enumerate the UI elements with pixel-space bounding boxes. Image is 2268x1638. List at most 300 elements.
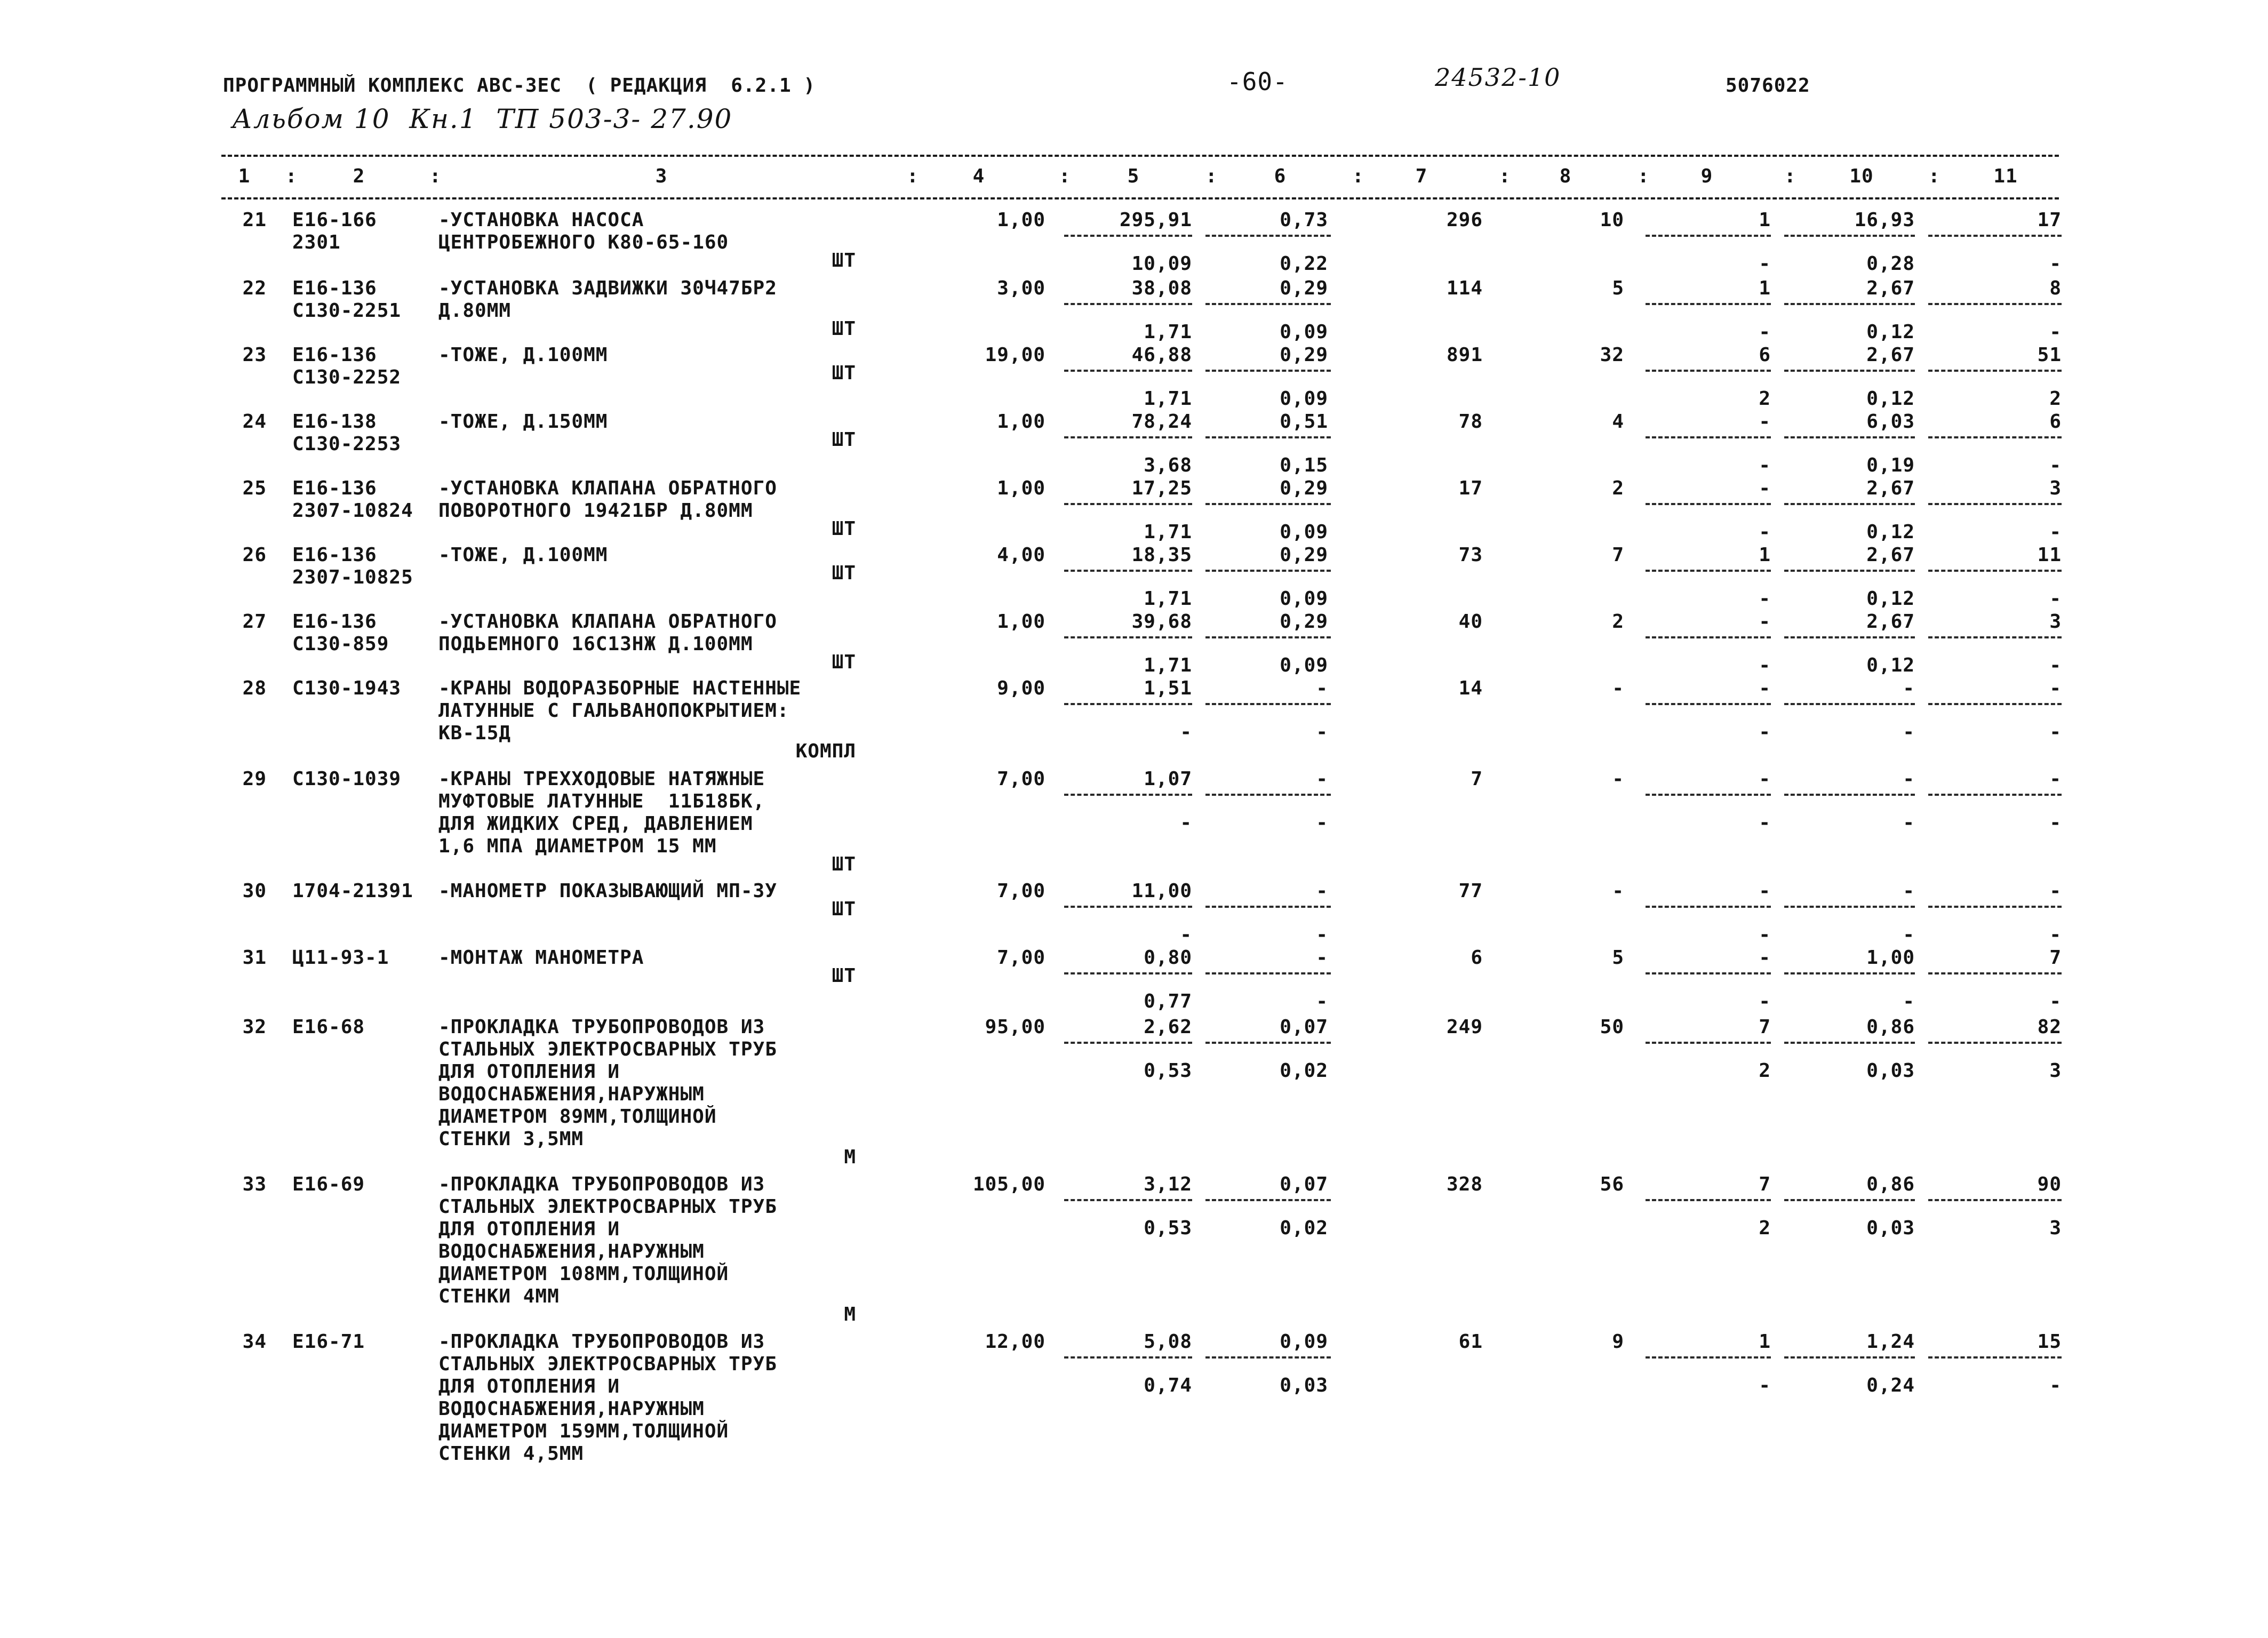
cell-divider [1064,972,1192,974]
row-description: ДИАМЕТРОМ 108ММ,ТОЛЩИНОЙ [438,1263,729,1285]
row-description: -КРАНЫ ВОДОРАЗБОРНЫЕ НАСТЕННЫЕ [438,677,802,699]
row-cell-c5: 39,68 [1131,611,1192,633]
album-note: Альбом 10 Кн.1 ТП 503-3- 27.90 [232,103,733,134]
cell-divider [1205,906,1331,908]
row-cell-c11: 15 [2037,1331,2062,1353]
row-cell-c8: 4 [1612,411,1624,433]
row-cell-c7: 78 [1458,411,1483,433]
row-cell-c5: 11,00 [1131,880,1192,902]
document-code: 24532-10 [1435,63,1561,92]
row-number: 31 [242,947,267,969]
row-cell-c10: 6,03 [1866,411,1915,433]
column-number: 10 [1849,165,1874,187]
document-id: 5076022 [1726,75,1810,97]
row-code: Е16-136 [292,344,377,366]
row-cell-c7: 114 [1446,277,1483,299]
cell-divider [1205,1199,1331,1201]
cell-divider [1064,503,1192,505]
row-quantity: 7,00 [997,880,1045,902]
row-cell-c10-sub: - [1903,812,1915,834]
column-number: 8 [1559,165,1572,187]
row-cell-c11: 90 [2037,1173,2062,1195]
row-cell-c7: 891 [1446,344,1483,366]
row-cell-c9: - [1759,880,1771,902]
row-cell-c9: - [1759,411,1771,433]
row-cell-c5-sub: 3,68 [1144,454,1192,476]
row-code: С130-2253 [292,433,402,455]
row-cell-c11: 51 [2037,344,2062,366]
row-cell-c9-sub: 2 [1759,1217,1771,1239]
page-number: -60- [1227,67,1288,96]
row-cell-c10-sub: 0,19 [1866,454,1915,476]
row-cell-c6: - [1316,677,1328,699]
row-cell-c9-sub: - [1759,654,1771,676]
row-cell-c8: 56 [1600,1173,1624,1195]
row-quantity: 7,00 [997,947,1045,969]
row-cell-c11-sub: 2 [2049,388,2062,410]
row-cell-c8: - [1612,768,1624,790]
column-separator: : [1638,165,1650,187]
row-number: 33 [242,1173,267,1195]
row-cell-c6: 0,29 [1280,277,1328,299]
cell-divider [1928,703,2062,705]
row-description: -ТОЖЕ, Д.100ММ [438,344,608,366]
row-cell-c6: 0,29 [1280,611,1328,633]
row-cell-c5-sub: - [1180,721,1192,743]
row-cell-c7: 77 [1458,880,1483,902]
cell-divider [1646,570,1771,572]
cell-divider [1064,1356,1192,1359]
row-description: ЦЕНТРОБЕЖНОГО К80-65-160 [438,231,729,253]
column-number: 4 [972,165,985,187]
row-code: Е16-69 [292,1173,365,1195]
row-quantity: 1,00 [997,477,1045,499]
program-header: ПРОГРАММНЫЙ КОМПЛЕКС АВС-3ЕС ( РЕДАКЦИЯ 6.2.1 ) [223,75,816,97]
row-cell-c10-sub: 0,28 [1866,253,1915,275]
row-description: -МАНОМЕТР ПОКАЗЫВАЮЩИЙ МП-3У [438,880,777,902]
row-cell-c6: - [1316,880,1328,902]
cell-divider [1646,794,1771,796]
row-cell-c6: 0,09 [1280,1331,1328,1353]
cell-divider [1784,436,1915,438]
column-number: 11 [1993,165,2018,187]
column-number: 1 [238,165,251,187]
column-separator: : [1928,165,1940,187]
row-code: Ц11-93-1 [292,947,389,969]
cell-divider [1205,794,1331,796]
row-code: Е16-136 [292,477,377,499]
row-quantity: 4,00 [997,544,1045,566]
row-cell-c7: 6 [1471,947,1483,969]
row-cell-c6: 0,07 [1280,1173,1328,1195]
row-cell-c11-sub: - [2049,253,2062,275]
row-cell-c6-sub: 0,15 [1280,454,1328,476]
row-cell-c6-sub: - [1316,990,1328,1012]
cell-divider [1928,636,2062,638]
row-code: С130-2251 [292,300,402,322]
row-description: -УСТАНОВКА КЛАПАНА ОБРАТНОГО [438,477,777,499]
row-cell-c8: 50 [1600,1016,1624,1038]
cell-divider [1646,1356,1771,1359]
row-cell-c6: 0,29 [1280,344,1328,366]
cell-divider [1784,1356,1915,1359]
row-cell-c9: 6 [1759,344,1771,366]
row-cell-c7: 296 [1446,209,1483,231]
row-description: ПОДЬЕМНОГО 16С13НЖ Д.100ММ [438,633,753,655]
cell-divider [1064,370,1192,372]
row-cell-c6-sub: 0,09 [1280,321,1328,343]
row-cell-c11: 3 [2049,611,2062,633]
cell-divider [1064,906,1192,908]
row-cell-c9: 1 [1759,544,1771,566]
row-description: ВОДОСНАБЖЕНИЯ,НАРУЖНЫМ [438,1398,705,1420]
row-cell-c9: 1 [1759,1331,1771,1353]
row-number: 26 [242,544,267,566]
cell-divider [1784,503,1915,505]
row-description: -ТОЖЕ, Д.150ММ [438,411,608,433]
row-cell-c6: 0,29 [1280,477,1328,499]
row-cell-c8: 7 [1612,544,1624,566]
row-cell-c10: 2,67 [1866,544,1915,566]
row-cell-c5-sub: 1,71 [1144,654,1192,676]
row-cell-c8: 2 [1612,611,1624,633]
row-cell-c10: 2,67 [1866,344,1915,366]
row-cell-c9-sub: 2 [1759,388,1771,410]
cell-divider [1784,906,1915,908]
row-code: Е16-138 [292,411,377,433]
row-cell-c10-sub: 0,12 [1866,654,1915,676]
row-cell-c6-sub: 0,09 [1280,654,1328,676]
row-code: Е16-71 [292,1331,365,1353]
row-number: 21 [242,209,267,231]
row-unit: ШТ [832,250,856,271]
row-cell-c5: 0,80 [1144,947,1192,969]
cell-divider [1784,235,1915,237]
cell-divider [1928,570,2062,572]
cell-divider [1205,503,1331,505]
row-description: -УСТАНОВКА КЛАПАНА ОБРАТНОГО [438,611,777,633]
row-cell-c5: 1,07 [1144,768,1192,790]
row-quantity: 105,00 [972,1173,1045,1195]
row-description: СТЕНКИ 4,5ММ [438,1443,584,1465]
cell-divider [1646,503,1771,505]
row-cell-c6: - [1316,947,1328,969]
row-cell-c6-sub: - [1316,812,1328,834]
column-number: 2 [353,165,365,187]
row-cell-c10: 0,86 [1866,1016,1915,1038]
row-cell-c9: - [1759,611,1771,633]
cell-divider [1205,1356,1331,1359]
cell-divider [1205,972,1331,974]
row-cell-c10-sub: 0,03 [1866,1060,1915,1082]
row-description: СТАЛЬНЫХ ЭЛЕКТРОСВАРНЫХ ТРУБ [438,1353,777,1375]
row-quantity: 7,00 [997,768,1045,790]
row-quantity: 1,00 [997,209,1045,231]
row-cell-c11-sub: - [2049,588,2062,610]
row-cell-c8: - [1612,677,1624,699]
row-cell-c5: 5,08 [1144,1331,1192,1353]
row-cell-c11-sub: - [2049,654,2062,676]
row-cell-c10: - [1903,880,1915,902]
row-cell-c11: 11 [2037,544,2062,566]
row-cell-c8: - [1612,880,1624,902]
row-cell-c7: 14 [1458,677,1483,699]
row-cell-c5-sub: 10,09 [1131,253,1192,275]
row-cell-c5-sub: 0,77 [1144,990,1192,1012]
row-cell-c7: 7 [1471,768,1483,790]
row-cell-c6-sub: 0,03 [1280,1375,1328,1396]
row-cell-c5-sub: - [1180,812,1192,834]
row-cell-c6-sub: 0,09 [1280,388,1328,410]
row-unit: ШТ [832,562,856,584]
cell-divider [1928,303,2062,305]
row-cell-c5-sub: 0,53 [1144,1060,1192,1082]
row-number: 28 [242,677,267,699]
row-description: МУФТОВЫЕ ЛАТУННЫЕ 11Б18БК, [438,790,765,812]
row-code: Е16-136 [292,611,377,633]
row-code: Е16-166 [292,209,377,231]
row-description: ДЛЯ ОТОПЛЕНИЯ И [438,1061,620,1083]
row-unit: М [844,1304,856,1325]
row-cell-c10-sub: 0,03 [1866,1217,1915,1239]
cell-divider [1928,370,2062,372]
cell-divider [1646,703,1771,705]
row-cell-c6-sub: - [1316,721,1328,743]
cell-divider [1205,303,1331,305]
row-cell-c9: 7 [1759,1173,1771,1195]
row-number: 32 [242,1016,267,1038]
row-description: КВ-15Д [438,722,512,744]
row-cell-c5: 38,08 [1131,277,1192,299]
row-cell-c10-sub: - [1903,721,1915,743]
row-cell-c10: - [1903,768,1915,790]
cell-divider [1205,370,1331,372]
cell-divider [1646,303,1771,305]
row-cell-c5: 3,12 [1144,1173,1192,1195]
row-number: 24 [242,411,267,433]
row-quantity: 95,00 [985,1016,1045,1038]
column-separator: : [1784,165,1796,187]
cell-divider [1784,794,1915,796]
row-cell-c7: 40 [1458,611,1483,633]
column-number: 7 [1415,165,1428,187]
row-cell-c5: 78,24 [1131,411,1192,433]
column-number: 5 [1127,165,1140,187]
column-separator: : [1499,165,1511,187]
row-cell-c5: 17,25 [1131,477,1192,499]
cell-divider [1646,972,1771,974]
row-description: -КРАНЫ ТРЕХХОДОВЫЕ НАТЯЖНЫЕ [438,768,765,790]
cell-divider [1646,370,1771,372]
row-description: -ПРОКЛАДКА ТРУБОПРОВОДОВ ИЗ [438,1016,765,1038]
row-description: ЛАТУННЫЕ С ГАЛЬВАНОПОКРЫТИЕМ: [438,700,789,722]
cell-divider [1205,436,1331,438]
row-cell-c6: - [1316,768,1328,790]
cell-divider [1784,370,1915,372]
row-code: С130-1039 [292,768,402,790]
row-quantity: 19,00 [985,344,1045,366]
cell-divider [1928,972,2062,974]
cell-divider [1928,503,2062,505]
row-description: -МОНТАЖ МАНОМЕТРА [438,947,644,969]
row-description: СТАЛЬНЫХ ЭЛЕКТРОСВАРНЫХ ТРУБ [438,1038,777,1060]
row-cell-c10: 1,00 [1866,947,1915,969]
row-cell-c8: 10 [1600,209,1624,231]
column-separator: : [1352,165,1364,187]
row-code: Е16-68 [292,1016,365,1038]
row-cell-c9: - [1759,477,1771,499]
row-cell-c6: 0,29 [1280,544,1328,566]
row-cell-c5: 295,91 [1119,209,1192,231]
row-cell-c6-sub: 0,09 [1280,588,1328,610]
row-description: СТАЛЬНЫХ ЭЛЕКТРОСВАРНЫХ ТРУБ [438,1196,777,1218]
row-description: СТЕНКИ 4ММ [438,1285,560,1307]
row-description: ДИАМЕТРОМ 159ММ,ТОЛЩИНОЙ [438,1420,729,1442]
row-cell-c6-sub: 0,02 [1280,1060,1328,1082]
row-cell-c11: 6 [2049,411,2062,433]
column-separator: : [1205,165,1218,187]
row-cell-c7: 73 [1458,544,1483,566]
cell-divider [1205,703,1331,705]
row-cell-c9-sub: - [1759,1375,1771,1396]
row-unit: ШТ [832,965,856,987]
row-cell-c9-sub: 2 [1759,1060,1771,1082]
row-description: СТЕНКИ 3,5ММ [438,1128,584,1150]
cell-divider [1064,436,1192,438]
row-number: 22 [242,277,267,299]
row-cell-c11-sub: - [2049,521,2062,543]
row-cell-c9: - [1759,677,1771,699]
cell-divider [1784,972,1915,974]
row-cell-c5: 2,62 [1144,1016,1192,1038]
cell-divider [1064,235,1192,237]
row-cell-c6-sub: - [1316,924,1328,946]
row-cell-c9-sub: - [1759,721,1771,743]
row-cell-c9: - [1759,768,1771,790]
row-description: -ПРОКЛАДКА ТРУБОПРОВОДОВ ИЗ [438,1173,765,1195]
cell-divider [1928,794,2062,796]
row-cell-c11-sub: - [2049,454,2062,476]
row-unit: ШТ [832,318,856,340]
row-cell-c10: 1,24 [1866,1331,1915,1353]
row-code: 2301 [292,231,341,253]
cell-divider [1205,235,1331,237]
row-code: 2307-10825 [292,566,413,588]
cell-divider [1064,1042,1192,1044]
row-cell-c8: 32 [1600,344,1624,366]
header-rule-top [221,155,2059,157]
cell-divider [1205,570,1331,572]
row-cell-c11: 8 [2049,277,2062,299]
row-description: -ТОЖЕ, Д.100ММ [438,544,608,566]
row-cell-c10-sub: 0,12 [1866,388,1915,410]
row-description: ДИАМЕТРОМ 89ММ,ТОЛЩИНОЙ [438,1106,717,1128]
row-cell-c5-sub: 1,71 [1144,388,1192,410]
row-number: 25 [242,477,267,499]
cell-divider [1928,235,2062,237]
cell-divider [1928,1356,2062,1359]
row-cell-c10-sub: 0,12 [1866,588,1915,610]
row-cell-c11: 82 [2037,1016,2062,1038]
row-cell-c9-sub: - [1759,454,1771,476]
row-cell-c6-sub: 0,09 [1280,521,1328,543]
column-number: 3 [655,165,668,187]
row-cell-c7: 17 [1458,477,1483,499]
row-quantity: 1,00 [997,611,1045,633]
cell-divider [1928,906,2062,908]
cell-divider [1646,436,1771,438]
row-cell-c10-sub: 0,24 [1866,1375,1915,1396]
cell-divider [1928,436,2062,438]
row-cell-c9-sub: - [1759,588,1771,610]
row-unit: ШТ [832,518,856,540]
cell-divider [1784,703,1915,705]
row-cell-c5: 1,51 [1144,677,1192,699]
row-cell-c11: - [2049,677,2062,699]
row-description: Д.80ММ [438,300,512,322]
row-cell-c11-sub: - [2049,1375,2062,1396]
cell-divider [1784,1199,1915,1201]
row-unit: ШТ [832,429,856,451]
row-cell-c10-sub: 0,12 [1866,521,1915,543]
row-cell-c11-sub: - [2049,812,2062,834]
row-cell-c9-sub: - [1759,990,1771,1012]
row-cell-c7: 249 [1446,1016,1483,1038]
row-cell-c5-sub: 1,71 [1144,588,1192,610]
row-number: 30 [242,880,267,902]
row-cell-c11-sub: - [2049,321,2062,343]
row-cell-c7: 61 [1458,1331,1483,1353]
row-cell-c10: 0,86 [1866,1173,1915,1195]
row-code: 2307-10824 [292,500,413,522]
row-cell-c8: 5 [1612,947,1624,969]
row-cell-c11: 17 [2037,209,2062,231]
row-cell-c10: 2,67 [1866,611,1915,633]
cell-divider [1064,1199,1192,1201]
row-unit: ШТ [832,898,856,920]
row-cell-c6-sub: 0,22 [1280,253,1328,275]
row-cell-c11-sub: 3 [2049,1060,2062,1082]
row-cell-c6-sub: 0,02 [1280,1217,1328,1239]
row-cell-c8: 9 [1612,1331,1624,1353]
row-cell-c9: 1 [1759,209,1771,231]
row-description: ДЛЯ ЖИДКИХ СРЕД, ДАВЛЕНИЕМ [438,813,753,835]
cell-divider [1784,570,1915,572]
row-unit: ШТ [832,651,856,673]
row-description: -ПРОКЛАДКА ТРУБОПРОВОДОВ ИЗ [438,1331,765,1353]
row-cell-c9: 7 [1759,1016,1771,1038]
cell-divider [1064,636,1192,638]
row-cell-c10: 2,67 [1866,477,1915,499]
row-unit: М [844,1146,856,1168]
cell-divider [1646,1199,1771,1201]
row-number: 27 [242,611,267,633]
row-cell-c11: - [2049,880,2062,902]
row-cell-c6: 0,73 [1280,209,1328,231]
row-code: С130-2252 [292,366,402,388]
row-cell-c11-sub: 3 [2049,1217,2062,1239]
row-unit: ШТ [832,362,856,384]
row-number: 29 [242,768,267,790]
row-cell-c10: - [1903,677,1915,699]
column-number: 9 [1700,165,1713,187]
row-cell-c9-sub: - [1759,521,1771,543]
row-quantity: 9,00 [997,677,1045,699]
row-description: ПОВОРОТНОГО 19421БР Д.80ММ [438,500,753,522]
row-cell-c5-sub: 1,71 [1144,521,1192,543]
cell-divider [1784,1042,1915,1044]
row-code: С130-1943 [292,677,402,699]
